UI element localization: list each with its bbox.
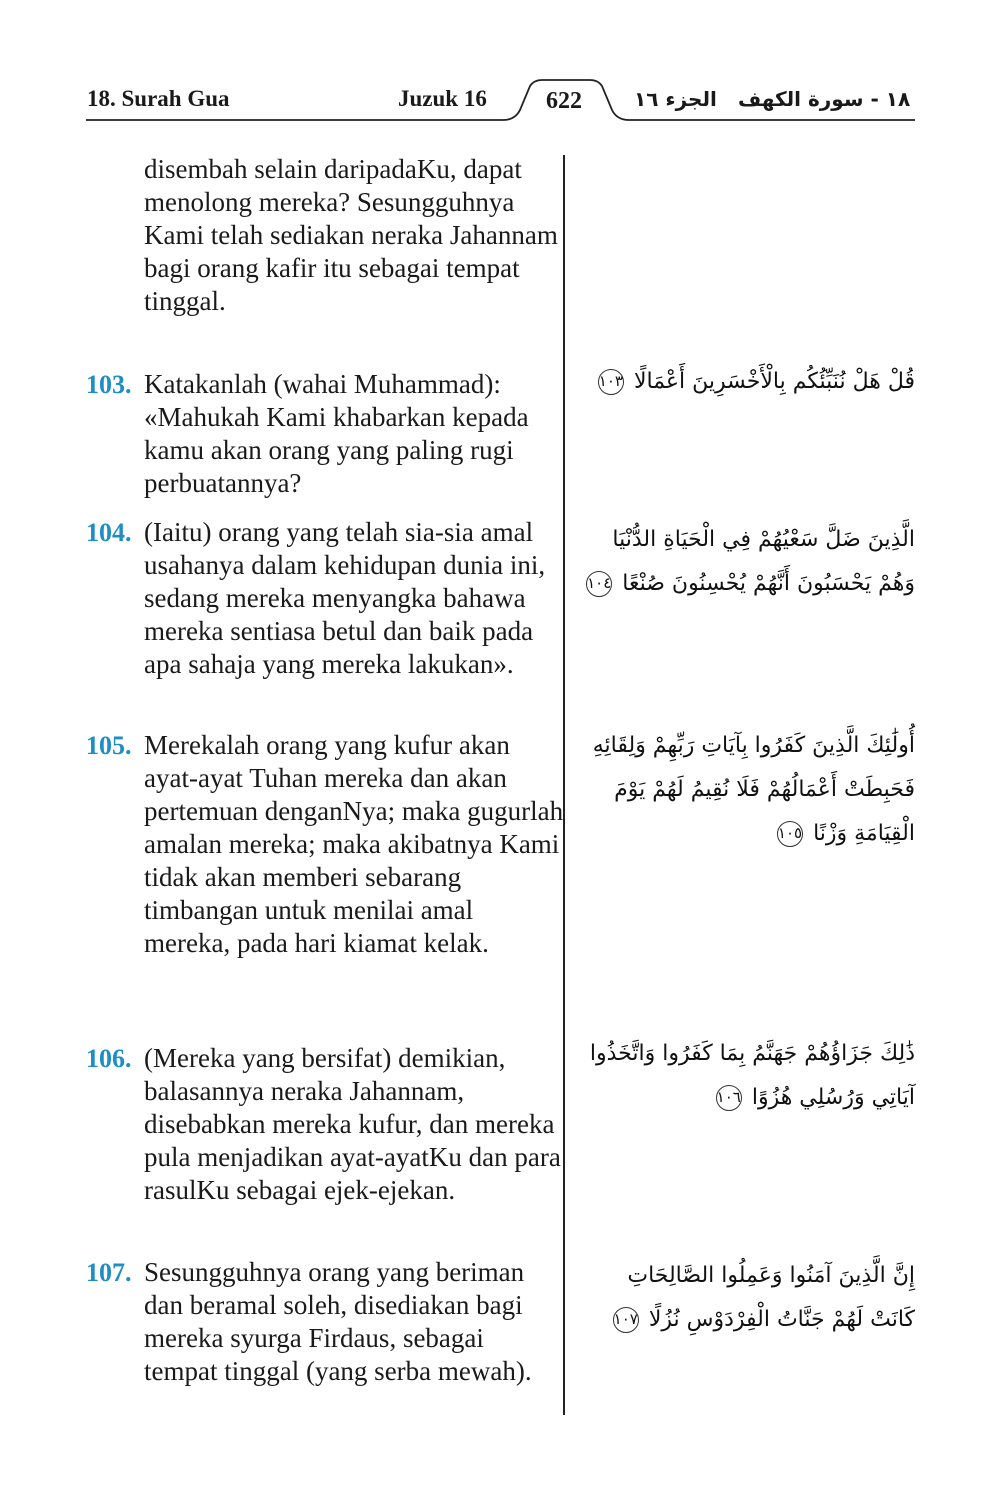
arabic-verse-105 [585,724,915,856]
verse-translation: Sesungguhnya orang yang beriman dan beramal soleh, disediakan bagi mereka syurga Firdaus, sebagai tempat tinggal (yang serba mewah). [144,1257,532,1386]
verse-number: 103. [86,370,132,399]
verse-number: 105. [86,731,132,760]
arabic-verse-104 [585,518,915,606]
arabic-verse-text: أُولَٰئِكَ الَّذِينَ كَفَرُوا بِآيَاتِ رَبِّهِمْ وَلِقَائِهِ فَحَبِطَتْ أَعْمَالُهُمْ فَلَا نُقِيمُ لَهُمْ يَوْمَ الْقِيَامَةِ وَزْنًا [592,733,915,846]
verse-number: 106. [86,1044,132,1073]
arabic-verse-text: إِنَّ الَّذِينَ آمَنُوا وَعَمِلُوا الصَّالِحَاتِ كَانَتْ لَهُمْ جَنَّاتُ الْفِرْدَوْسِ نُزُلًا [627,1263,915,1332]
ayah-end-marker: ١٠٣ [598,369,624,395]
arabic-verse-107 [585,1254,915,1342]
arabic-verse-text: قُلْ هَلْ نُنَبِّئُكُم بِالْأَخْسَرِينَ أَعْمَالًا [633,369,915,394]
verse-translation: (Iaitu) orang yang telah sia-sia amal usahanya dalam kehidupan dunia ini, sedang mereka menyangka bahawa mereka sentiasa betul dan baik pada apa sahaja yang mereka lakukan». [144,517,546,679]
verse-translation: Katakanlah (wahai Muhammad): «Mahukah Kami khabarkan kepada kamu akan orang yang paling rugi perbuatannya? [144,369,529,498]
ayah-end-marker: ١٠٤ [586,571,612,597]
verse-number: 107. [86,1258,132,1287]
ayah-end-marker: ١٠٥ [777,821,803,847]
arabic-verse-106 [585,1032,915,1120]
ayah-end-marker: ١٠٦ [716,1085,742,1111]
arabic-verse-103 [585,360,915,404]
page-number: 622 [546,88,582,114]
verse-translation: (Mereka yang bersifat) demikian, balasannya neraka Jahannam, disebabkan mereka kufur, dan mereka pula menjadikan ayat-ayatKu dan para rasulKu sebagai ejek-ejekan. [144,1043,561,1205]
arabic-verse-text: ذَٰلِكَ جَزَاؤُهُمْ جَهَنَّمُ بِمَا كَفَرُوا وَاتَّخَذُوا آيَاتِي وَرُسُلِي هُزُوًا [589,1041,915,1110]
surah-title-latin: 18. Surah Gua [87,86,230,111]
juz-label-arabic: الجزء ١٦ [634,87,717,111]
surah-title-arabic: ١٨ - سورة الكهف [738,87,911,111]
continuation-text: disembah selain daripadaKu, dapat menolong mereka? Sesungguhnya Kami telah sediakan neraka Jahannam bagi orang kafir itu sebagai tempat tinggal. [144,154,558,316]
page-header [0,0,1000,130]
verse-translation: Merekalah orang yang kufur akan ayat-ayat Tuhan mereka dan akan pertemuan denganNya; maka gugurlah amalan mereka; maka akibatnya Kami tidak akan memberi sebarang timbangan untuk menilai amal mereka, pada hari kiamat kelak. [144,730,564,958]
arabic-verse-text: الَّذِينَ ضَلَّ سَعْيُهُمْ فِي الْحَيَاةِ الدُّنْيَا وَهُمْ يَحْسَبُونَ أَنَّهُمْ يُحْسِنُونَ صُنْعًا [612,527,915,596]
juz-label-latin: Juzuk 16 [398,86,487,111]
ayah-end-marker: ١٠٧ [613,1307,639,1333]
verse-number: 104. [86,518,132,547]
